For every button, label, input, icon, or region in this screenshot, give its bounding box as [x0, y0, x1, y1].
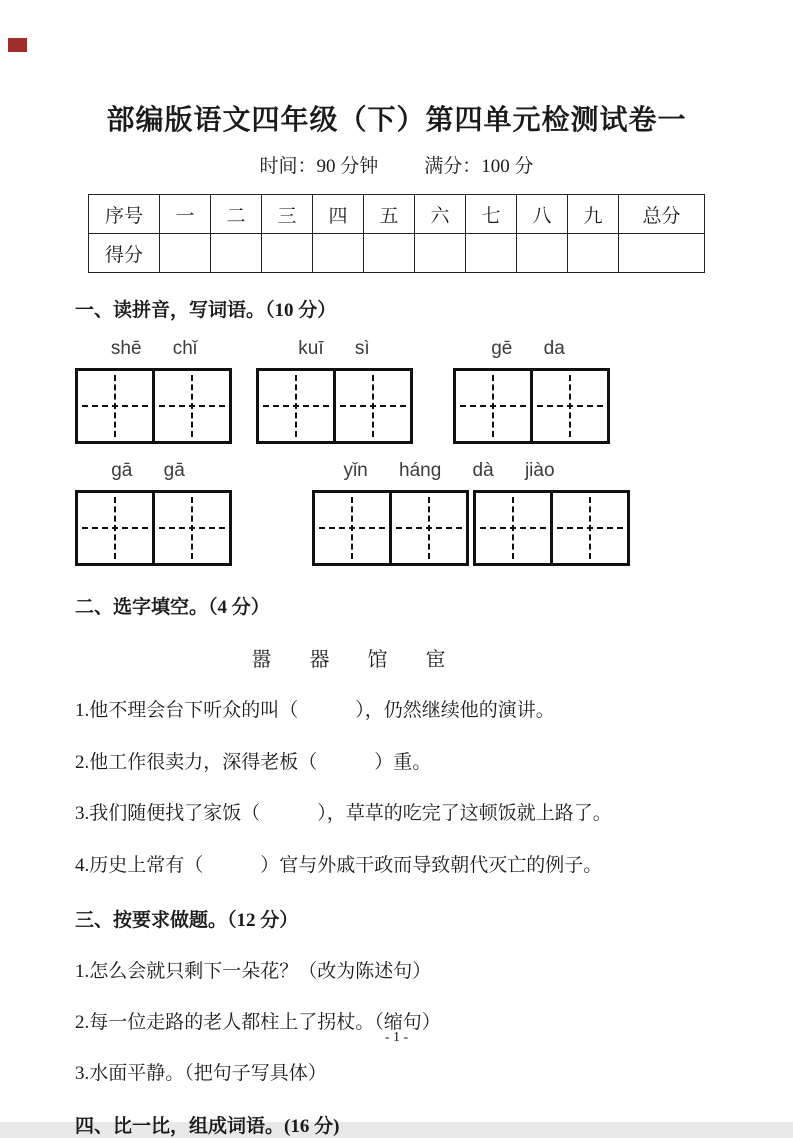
rewrite-item: 1.怎么会就只剩下一朵花？（改为陈述句） [75, 960, 432, 982]
fill-sentence: 2.他工作很卖力，深得老板（ ）重。 [75, 751, 432, 773]
pinyin-word: gā gā [111, 460, 185, 481]
page-title: 部编版语文四年级（下）第四单元检测试卷一 [106, 105, 687, 136]
score-table-score-row [89, 234, 705, 273]
score-table [88, 194, 705, 273]
character-option: 馆 [367, 649, 388, 671]
score-table-header-cell: 六 [415, 195, 466, 234]
score-table-header-cell: 五 [364, 195, 415, 234]
tianzige-word-box [75, 490, 232, 566]
score-empty-cell [517, 234, 568, 273]
score-empty-cell [262, 234, 313, 273]
tianzige-cell [550, 493, 627, 563]
score-empty-cell [466, 234, 517, 273]
score-empty-cell [415, 234, 466, 273]
tianzige-word-box [256, 368, 413, 444]
score-empty-cell [619, 234, 705, 273]
score-empty-cell [568, 234, 619, 273]
section-four-heading: 四、比一比，组成词语。(16 分) [75, 1115, 340, 1137]
tianzige-word-box [75, 368, 232, 444]
exam-meta [0, 151, 793, 178]
red-scan-mark [8, 38, 27, 52]
pinyin-row-1 [75, 338, 793, 360]
score-table-header-cell: 二 [211, 195, 262, 234]
tianzige-word-box [473, 490, 630, 566]
page-number: - 1 - [384, 1030, 409, 1045]
score-empty-cell [313, 234, 364, 273]
tianzige-cell [259, 371, 333, 441]
tianzige-word-box [453, 368, 610, 444]
score-table-header-cell: 序号 [89, 195, 160, 234]
character-option: 器 [309, 649, 330, 671]
tianzige-cell [78, 371, 152, 441]
tianzige-cell [530, 371, 607, 441]
writing-boxes-row-2 [75, 490, 793, 566]
writing-boxes-row-1 [75, 368, 793, 444]
section-two-heading: 二、选字填空。（4 分） [75, 597, 270, 618]
pinyin-word: yǐn háng dà jiào [343, 460, 555, 481]
tianzige-cell [152, 371, 229, 441]
tianzige-cell [456, 371, 530, 441]
character-options [0, 643, 697, 672]
score-row-label: 得分 [89, 234, 160, 273]
character-option: 宦 [425, 649, 446, 671]
pinyin-word: gē da [491, 338, 565, 359]
tianzige-cell [152, 493, 229, 563]
tianzige-cell [476, 493, 550, 563]
rewrite-item: 3.水面平静。（把句子写具体） [75, 1062, 327, 1084]
tianzige-cell [78, 493, 152, 563]
tianzige-cell [389, 493, 466, 563]
score-table-header-cell: 总分 [619, 195, 705, 234]
score-table-header-row [89, 195, 705, 234]
rewrite-item: 2.每一位走路的老人都柱上了拐杖。（缩句） [75, 1011, 441, 1033]
section-one-heading: 一、读拼音，写词语。（10 分） [75, 300, 337, 321]
tianzige-cell [315, 493, 389, 563]
section-three-heading: 三、按要求做题。（12 分） [75, 909, 299, 931]
score-table-header-cell: 八 [517, 195, 568, 234]
score-table-header-cell: 九 [568, 195, 619, 234]
score-table-header-cell: 七 [466, 195, 517, 234]
tianzige-word-box [312, 490, 469, 566]
score-empty-cell [160, 234, 211, 273]
fill-sentence: 4.历史上常有（ ）官与外戚干政而导致朝代灭亡的例子。 [75, 854, 603, 876]
fill-sentence: 1.他不理会台下听众的叫（ ），仍然继续他的演讲。 [75, 700, 555, 721]
tianzige-cell [333, 371, 410, 441]
score-empty-cell [364, 234, 415, 273]
full-score-info: 满分：100 分 [424, 156, 534, 177]
fill-sentence: 3.我们随便找了家饭（ ），草草的吃完了这顿饭就上路了。 [75, 803, 612, 825]
pinyin-word: kuī sì [298, 338, 370, 359]
score-table-header-cell: 三 [262, 195, 313, 234]
character-option: 嚣 [251, 649, 272, 671]
score-empty-cell [211, 234, 262, 273]
pinyin-word: shē chǐ [110, 338, 198, 359]
time-info: 时间：90 分钟 [259, 156, 379, 177]
score-table-header-cell: 一 [160, 195, 211, 234]
score-table-header-cell: 四 [313, 195, 364, 234]
pinyin-row-2 [75, 460, 793, 482]
